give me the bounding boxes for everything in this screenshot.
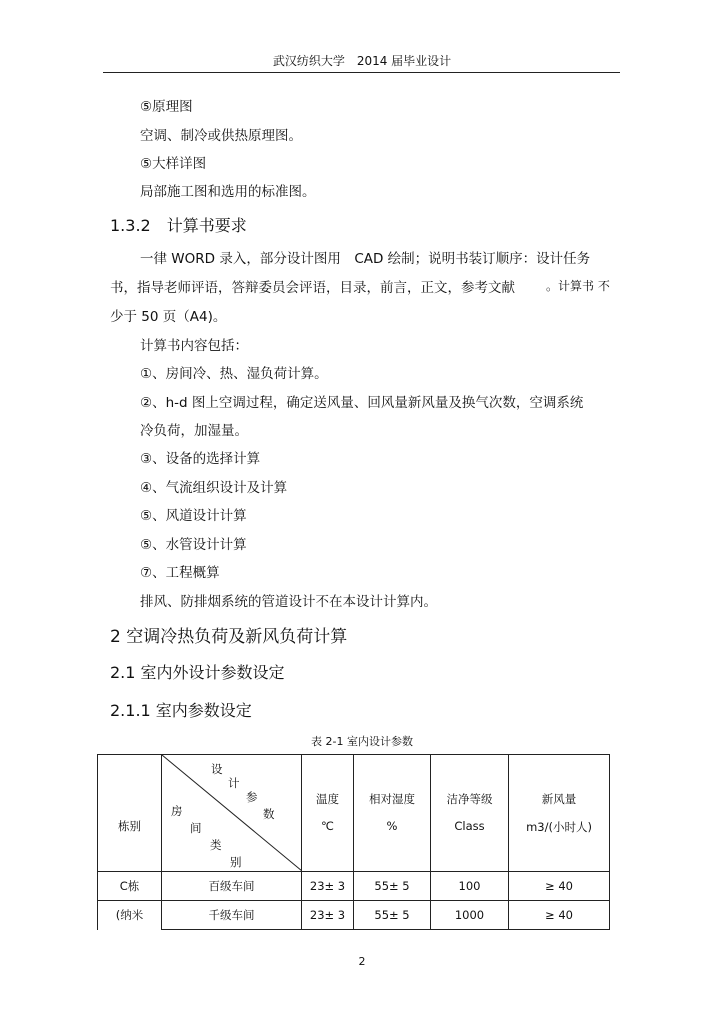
- cell-class: 1000: [431, 901, 509, 930]
- list-item: 冷负荷，加湿量。: [140, 423, 248, 439]
- header-building: [98, 755, 162, 872]
- header-humidity-unit: %: [386, 819, 398, 833]
- header-air-unit: m3/(小时人): [526, 820, 592, 834]
- item-6-desc: 局部施工图和选用的标准图。: [140, 184, 316, 200]
- table-caption: 表 2-1 室内设计参数: [311, 735, 413, 748]
- header-building-label: 栋别: [118, 819, 141, 833]
- cell-temp: 23± 3: [302, 872, 354, 901]
- list-item: ⑦、工程概算: [140, 565, 220, 581]
- cell-building-note: (纳米: [98, 901, 162, 930]
- cell-room: 千级车间: [162, 901, 302, 930]
- closing-note: 排风、防排烟系统的管道设计不在本设计计算内。: [140, 594, 437, 610]
- list-item: ⑤、风道设计计算: [140, 508, 247, 524]
- diag-char: 参: [246, 790, 258, 804]
- cell-building: C栋: [98, 872, 162, 901]
- header-diagonal-cell: [162, 755, 302, 872]
- list-item: ②、h-d 图上空调过程，确定送风量、回风量新风量及换气次数，空调系统: [140, 395, 584, 411]
- diag-char: 类: [210, 838, 222, 852]
- cell-rh: 55± 5: [354, 872, 431, 901]
- page-header: 武汉纺织大学 2014 届毕业设计: [272, 54, 452, 68]
- header-temperature: [302, 755, 354, 872]
- header-class-unit: Class: [454, 819, 485, 833]
- cell-air: ≥ 40: [509, 872, 610, 901]
- diag-char: 别: [230, 855, 242, 869]
- section-2-1-1-heading: 2.1.1 室内参数设定: [110, 701, 252, 720]
- cell-rh: 55± 5: [354, 901, 431, 930]
- item-6-title: ⑤大样详图: [140, 156, 207, 172]
- para-line-1: 一律 WORD 录入，部分设计图用 CAD 绘制；说明书装订顺序：设计任务: [140, 251, 591, 267]
- header-humidity: [354, 755, 431, 872]
- para-line-2a: 书，指导老师评语，答辩委员会评语，目录，前言，正文，参考文献: [110, 280, 515, 296]
- list-item: ①、房间冷、热、湿负荷计算。: [140, 366, 328, 382]
- list-intro: 计算书内容包括：: [140, 338, 248, 354]
- design-parameters-table: [97, 754, 610, 930]
- page-number: 2: [358, 955, 366, 968]
- item-5-title: ⑤原理图: [140, 99, 193, 115]
- table-row: [98, 872, 610, 901]
- diag-char: 数: [263, 807, 275, 821]
- table-header-row: [98, 755, 610, 872]
- header-temp-unit: ℃: [321, 819, 334, 833]
- section-2-1-heading: 2.1 室内外设计参数设定: [110, 663, 285, 682]
- section-1-3-2-heading: 1.3.2 计算书要求: [110, 216, 247, 235]
- header-divider: [103, 72, 620, 73]
- item-5-desc: 空调、制冷或供热原理图。: [140, 128, 302, 144]
- cell-class: 100: [431, 872, 509, 901]
- section-2-heading: 2 空调冷热负荷及新风负荷计算: [110, 627, 348, 647]
- header-air-label: 新风量: [541, 792, 577, 806]
- header-class-label: 洁净等级: [446, 792, 493, 806]
- list-item: ④、气流组织设计及计算: [140, 480, 288, 496]
- header-humidity-label: 相对湿度: [369, 792, 415, 806]
- table-row: [98, 901, 610, 930]
- header-temp-label: 温度: [316, 792, 339, 806]
- diag-char: 房: [171, 804, 183, 818]
- diag-char: 计: [228, 776, 240, 790]
- header-fresh-air: [509, 755, 610, 872]
- header-clean-class: [431, 755, 509, 872]
- para-line-3: 少于 50 页（A4)。: [110, 309, 227, 325]
- list-item: ⑤、水管设计计算: [140, 537, 247, 553]
- diag-char: 设: [211, 762, 223, 776]
- cell-air: ≥ 40: [509, 901, 610, 930]
- diag-char: 间: [190, 821, 202, 835]
- para-line-2b: 。计算书 不: [546, 279, 610, 293]
- cell-temp: 23± 3: [302, 901, 354, 930]
- cell-room: 百级车间: [162, 872, 302, 901]
- list-item: ③、设备的选择计算: [140, 451, 261, 467]
